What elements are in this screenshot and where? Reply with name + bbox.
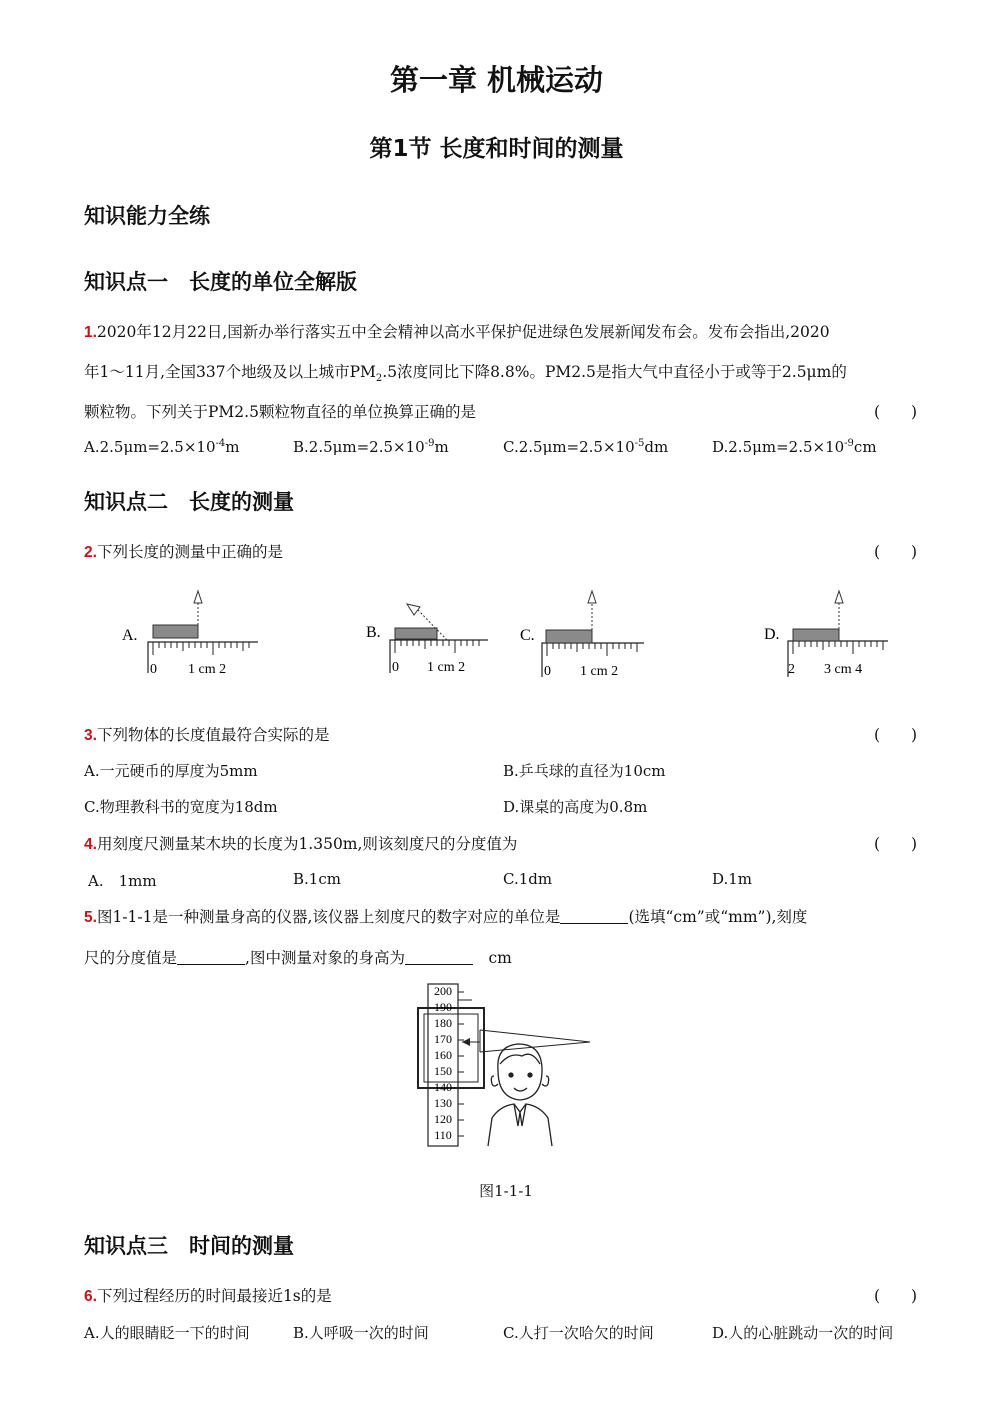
ruler-number: 180 xyxy=(434,1016,452,1030)
q1-option-b[interactable]: $B.2.5\mu m=2.5\times 10^{-9}m$ xyxy=(293,438,449,456)
q5-blank-division[interactable] xyxy=(177,950,245,965)
chapter-title: 第一章 机械运动 xyxy=(389,63,604,97)
q4-option-b[interactable]: B.1cm xyxy=(293,870,341,888)
q1-number: 1. xyxy=(84,324,97,341)
figure-b-label: B. xyxy=(366,624,381,641)
q2-figure-c[interactable] xyxy=(518,585,648,685)
q3-stem: 3.下列物体的长度值最符合实际的是 xyxy=(84,726,330,744)
q4-number: 4. xyxy=(84,836,97,853)
svg-text:3 cm 4: 3 cm 4 xyxy=(824,662,863,677)
q3-option-a[interactable]: A.一元硬币的厚度为5mm xyxy=(84,762,258,780)
q5-line1: 5.图1-1-1是一种测量身高的仪器,该仪器上刻度尺的数字对应的单位是 (选填“cm”或“mm”),刻度 xyxy=(84,908,808,926)
q1-line3: 颗粒物。下列关于PM2.5颗粒物直径的单位换算正确的是 xyxy=(84,403,476,421)
q6-answer-paren[interactable]: ( ) xyxy=(874,1287,918,1305)
q1-line2: 年1～11月,全国337个地级及以上城市$PM_2.5$浓度同比下降8.8%。PM2.5是指大气中直径小于或等于2.5μm的 xyxy=(84,363,847,385)
svg-text:0: 0 xyxy=(392,660,399,675)
q6-option-d[interactable]: D.人的心脏跳动一次的时间 xyxy=(712,1324,894,1342)
figure-a-label: A. xyxy=(122,627,138,644)
ruler-number: 120 xyxy=(434,1112,452,1126)
figure-c-label: C. xyxy=(520,627,535,644)
q1-answer-paren[interactable]: ( ) xyxy=(874,403,918,421)
q2-figure-b[interactable] xyxy=(362,585,492,685)
q5-line2: 尺的分度值是 ,图中测量对象的身高为 cm xyxy=(84,949,512,967)
q2-figure-a[interactable] xyxy=(118,585,258,685)
kp1-heading: 知识点一 长度的单位全解版 xyxy=(84,270,357,294)
q3-option-c[interactable]: C.物理教科书的宽度为18dm xyxy=(84,798,278,816)
q2-figure-d[interactable] xyxy=(762,585,892,685)
q6-option-c[interactable]: C.人打一次哈欠的时间 xyxy=(503,1324,654,1342)
ruler-number: 160 xyxy=(434,1048,452,1062)
figure-caption: 图1-1-1 xyxy=(479,1182,533,1200)
svg-text:1 cm 2: 1 cm 2 xyxy=(427,660,466,675)
ruler-number: 200 xyxy=(434,984,452,998)
svg-text:0: 0 xyxy=(150,662,157,677)
q2-stem: 2.下列长度的测量中正确的是 xyxy=(84,543,283,561)
practice-heading: 知识能力全练 xyxy=(84,204,210,228)
svg-text:2: 2 xyxy=(788,662,795,677)
q6-number: 6. xyxy=(84,1288,97,1305)
q6-stem: 6.下列过程经历的时间最接近1s的是 xyxy=(84,1287,332,1305)
figure-d-label: D. xyxy=(764,626,780,643)
q1-option-d[interactable]: $D.2.5\mu m=2.5\times 10^{-9}cm$ xyxy=(712,438,877,456)
q4-option-d[interactable]: D.1m xyxy=(712,870,753,888)
q2-number: 2. xyxy=(84,544,97,561)
q4-stem: 4.用刻度尺测量某木块的长度为1.350m,则该刻度尺的分度值为 xyxy=(84,835,518,853)
svg-text:1 cm 2: 1 cm 2 xyxy=(188,662,227,677)
q3-option-b[interactable]: B.乒乓球的直径为10cm xyxy=(503,762,666,780)
q4-option-c[interactable]: C.1dm xyxy=(503,870,553,888)
q4-answer-paren[interactable]: ( ) xyxy=(874,835,918,853)
height-meter-figure xyxy=(410,980,600,1152)
ruler-number: 170 xyxy=(434,1032,452,1046)
q3-number: 3. xyxy=(84,727,97,744)
q5-number: 5. xyxy=(84,909,97,926)
q4-option-a[interactable]: A. 1mm xyxy=(88,872,157,890)
q6-option-a[interactable]: A.人的眼睛眨一下的时间 xyxy=(84,1324,250,1342)
svg-text:0: 0 xyxy=(544,664,551,679)
q1-option-c[interactable]: $C.2.5\mu m=2.5\times 10^{-5}dm$ xyxy=(503,438,669,456)
ruler-number: 150 xyxy=(434,1064,452,1078)
ruler-number: 190 xyxy=(434,1000,452,1014)
kp2-heading: 知识点二 长度的测量 xyxy=(84,490,294,514)
q3-answer-paren[interactable]: ( ) xyxy=(874,726,918,744)
ruler-number: 140 xyxy=(434,1080,452,1094)
person-illustration xyxy=(488,1044,552,1146)
q5-blank-unit[interactable] xyxy=(560,909,628,924)
q5-blank-height[interactable] xyxy=(405,950,473,965)
q1-option-a[interactable]: $A.2.5\mu m=2.5\times 10^{-4}m$ xyxy=(84,438,240,456)
kp3-heading: 知识点三 时间的测量 xyxy=(84,1234,294,1258)
ruler-number: 130 xyxy=(434,1096,452,1110)
svg-text:1 cm 2: 1 cm 2 xyxy=(580,664,619,679)
section-title: 第1节 长度和时间的测量 xyxy=(369,136,624,162)
q6-option-b[interactable]: B.人呼吸一次的时间 xyxy=(293,1324,429,1342)
ruler-number: 110 xyxy=(434,1128,452,1142)
q2-answer-paren[interactable]: ( ) xyxy=(874,543,918,561)
q1-line1: 1.2020年12月22日,国新办举行落实五中全会精神以高水平保护促进绿色发展新闻发布会。发布会指出,2020 xyxy=(84,323,830,341)
q3-option-d[interactable]: D.课桌的高度为0.8m xyxy=(503,798,648,816)
